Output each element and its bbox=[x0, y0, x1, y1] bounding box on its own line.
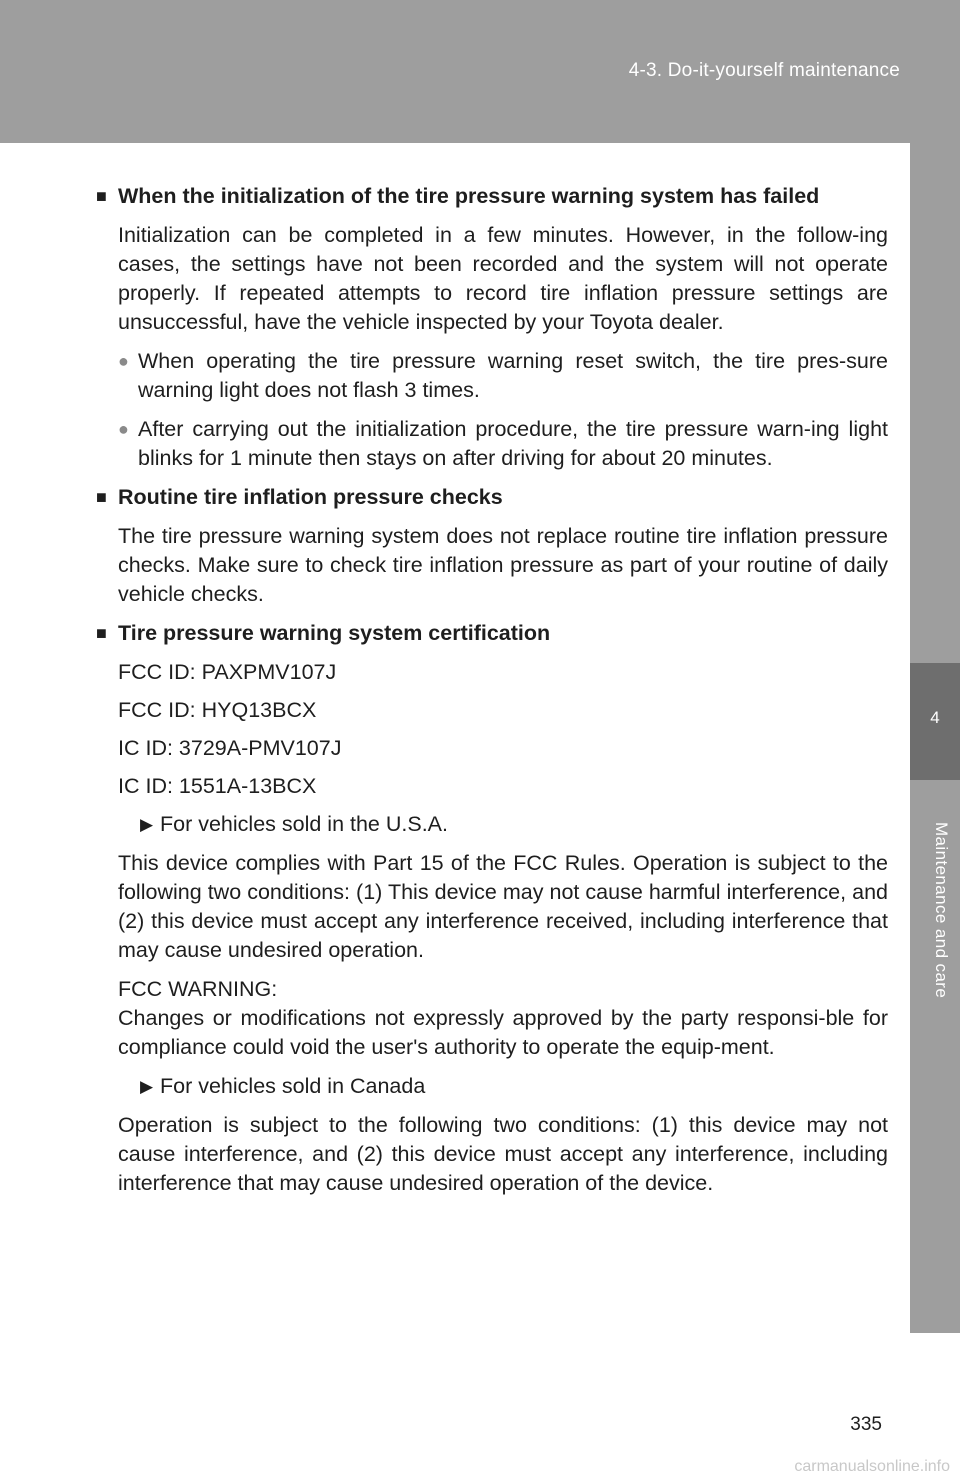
fcc-warning-title: FCC WARNING: bbox=[118, 977, 278, 1001]
id-line: FCC ID: HYQ13BCX bbox=[118, 698, 317, 722]
circle-bullet-icon: ● bbox=[118, 351, 129, 371]
fcc-warning bbox=[118, 975, 888, 1062]
square-bullet-icon: ■ bbox=[96, 623, 107, 643]
section-title: 4-3. Do-it-yourself maintenance bbox=[628, 60, 900, 81]
chapter-label: Maintenance and care bbox=[932, 822, 951, 999]
paragraph: This device complies with Part 15 of the FCC Rules. Operation is subject to the following two conditions: (1) This device may not cause harmful interference, and (2) this device must accept any interference received, including interference that may cause undesired operation. bbox=[118, 851, 888, 962]
section-heading bbox=[96, 483, 888, 512]
region-label-text: For vehicles sold in Canada bbox=[160, 1074, 426, 1098]
list-item-text: When operating the tire pressure warning reset switch, the tire pres-sure warning light does not flash 3 times. bbox=[138, 349, 888, 402]
arrow-right-icon: ▶ bbox=[140, 815, 154, 834]
heading-text: When the initialization of the tire pressure warning system has failed bbox=[118, 184, 820, 208]
watermark: carmanualsonline.info bbox=[794, 1458, 950, 1475]
page-content bbox=[96, 182, 888, 1208]
list-item-text: After carrying out the initialization procedure, the tire pressure warn-ing light blinks for 1 minute then stays on after driving for about 20 minutes. bbox=[138, 417, 888, 470]
list-item bbox=[118, 347, 888, 405]
id-line: FCC ID: PAXPMV107J bbox=[118, 660, 337, 684]
paragraph: Initialization can be completed in a few minutes. However, in the follow-ing cases, the settings have not been recorded and the system will not operate properly. If repeated attempts to record tire inflation pressure settings are unsuccessful, have the vehicle inspected by your Toyota dealer. bbox=[118, 223, 888, 334]
section-heading bbox=[96, 619, 888, 648]
heading-text: Routine tire inflation pressure checks bbox=[118, 485, 503, 509]
paragraph: Operation is subject to the following two conditions: (1) this device may not cause interference, and (2) this device must accept any interference, including interference that may cause undesired operation of the device. bbox=[118, 1113, 888, 1195]
region-label-text: For vehicles sold in the U.S.A. bbox=[160, 812, 448, 836]
paragraph: The tire pressure warning system does not replace routine tire inflation pressure checks. Make sure to check tire inflation pressure as part of your routine of daily vehicle checks. bbox=[118, 524, 888, 606]
section-heading bbox=[96, 182, 888, 211]
id-line: IC ID: 3729A-PMV107J bbox=[118, 736, 342, 760]
heading-text: Tire pressure warning system certification bbox=[118, 621, 551, 645]
region-label bbox=[140, 1072, 888, 1101]
list-item bbox=[118, 415, 888, 473]
chapter-number: 4 bbox=[930, 708, 940, 727]
id-line: IC ID: 1551A-13BCX bbox=[118, 774, 317, 798]
region-label bbox=[140, 810, 888, 839]
circle-bullet-icon: ● bbox=[118, 419, 129, 439]
arrow-right-icon: ▶ bbox=[140, 1077, 154, 1096]
fcc-warning-text: Changes or modifications not expressly approved by the party responsi-ble for compliance could void the user's authority to operate the equip-ment. bbox=[118, 1006, 888, 1059]
page-number: 335 bbox=[850, 1414, 882, 1435]
page-header bbox=[0, 0, 960, 143]
square-bullet-icon: ■ bbox=[96, 487, 107, 507]
square-bullet-icon: ■ bbox=[96, 186, 107, 206]
